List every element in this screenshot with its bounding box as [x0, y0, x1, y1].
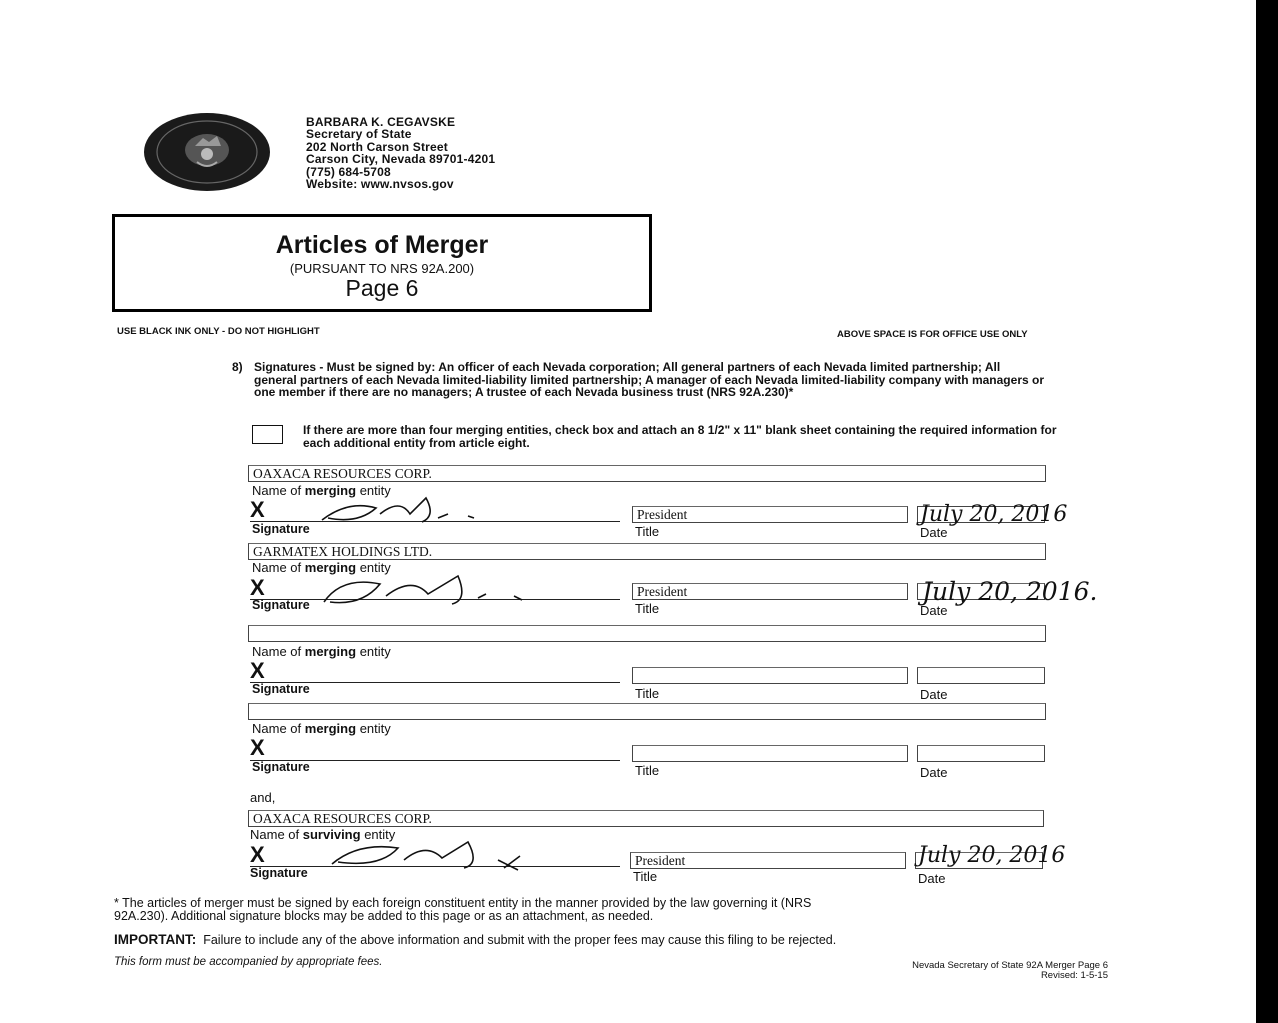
handwritten-date: July 20, 2016 [920, 502, 1068, 527]
title-label: Title [635, 763, 660, 778]
date-label: Date [920, 765, 948, 780]
merging-entity-label: Name of merging entity [252, 483, 391, 498]
section-number: 8) [232, 360, 243, 374]
signature-x-mark: X [250, 842, 265, 867]
merging-entity-label: Name of merging entity [252, 644, 391, 659]
form-subtitle: (PURSUANT TO NRS 92A.200) [289, 261, 475, 276]
office-header [306, 116, 495, 190]
merging-entity-label: Name of merging entity [252, 560, 391, 575]
phone-number: (775) 684-5708 [306, 164, 391, 179]
signature-x-mark: X [250, 575, 265, 600]
handwritten-date: July 20, 2016 [918, 843, 1066, 868]
title-label: Title [635, 524, 660, 539]
date-label: Date [920, 687, 948, 702]
city-address: Carson City, Nevada 89701-4201 [306, 152, 496, 167]
date-label: Date [920, 603, 948, 618]
merging-entity-name-field[interactable] [248, 703, 1046, 720]
title-field[interactable] [632, 745, 908, 762]
date-field[interactable] [917, 667, 1045, 684]
footnote-line-2: 92A.230). Additional signature blocks may be added to this page or as an attachment, as needed. [114, 909, 654, 923]
merging-entity-name-field[interactable] [248, 625, 1046, 642]
street-address: 202 North Carson Street [306, 139, 448, 154]
form-title-box [112, 214, 652, 312]
date-field[interactable] [917, 745, 1045, 762]
signature-label: Signature [250, 866, 308, 880]
signature-x-mark: X [250, 658, 265, 683]
checkbox-instruction: If there are more than four merging entities, check box and attach an 8 1/2" x 11" blank sheet containing the required information for each additional entity from article eight. [303, 423, 1057, 450]
signature-x-mark: X [250, 497, 265, 522]
date-label: Date [920, 525, 948, 540]
website: Website: www.nvsos.gov [306, 177, 454, 192]
section-text: Signatures - Must be signed by: An officer of each Nevada corporation; All general partners of each Nevada limited partnership; All general partners of each Nevada limited-liability limited partnership; A manager of each Nevada limited-liability company with managers or one member if there are no managers; A trustee of each Nevada business trust (NRS 92A.230)* [254, 360, 1044, 400]
merging-entity-label: Name of merging entity [252, 721, 391, 736]
official-title: Secretary of State [306, 127, 412, 142]
title-label: Title [633, 869, 658, 884]
merging-entity-name-field[interactable]: OAXACA RESOURCES CORP. [248, 465, 1046, 482]
official-name: BARBARA K. CEGAVSKE [306, 115, 456, 129]
form-title: Articles of Merger [275, 231, 489, 259]
form-page-number: Page 6 [345, 275, 419, 301]
revision-date: Revised: 1-5-15 [1040, 970, 1108, 981]
ink-notice: USE BLACK INK ONLY - DO NOT HIGHLIGHT [117, 326, 320, 337]
signature-label: Signature [252, 598, 310, 612]
title-field[interactable] [632, 667, 908, 684]
fees-notice: This form must be accompanied by appropriate fees. [114, 956, 383, 968]
handwritten-signature [318, 572, 538, 610]
title-field[interactable]: President [632, 506, 908, 523]
title-field[interactable]: President [630, 852, 906, 869]
title-field[interactable]: President [632, 583, 908, 600]
footnote-line-1: * The articles of merger must be signed by each foreign constituent entity in the manner provided by the law governing it (NRS [114, 896, 812, 910]
handwritten-signature [328, 838, 548, 872]
signature-label: Signature [252, 760, 310, 774]
signature-label: Signature [252, 522, 310, 536]
handwritten-date: July 20, 2016. [922, 577, 1098, 606]
office-use-notice: ABOVE SPACE IS FOR OFFICE USE ONLY [837, 329, 1028, 340]
surviving-entity-name-field[interactable]: OAXACA RESOURCES CORP. [248, 810, 1044, 827]
surviving-entity-label: Name of surviving entity [250, 827, 396, 842]
form-identifier: Nevada Secretary of State 92A Merger Page 6 [912, 960, 1108, 971]
scan-edge-bar [1256, 0, 1278, 1023]
title-label: Title [635, 601, 660, 616]
nevada-state-seal [143, 112, 271, 192]
merging-entity-name-field[interactable]: GARMATEX HOLDINGS LTD. [248, 543, 1046, 560]
important-notice: IMPORTANT: Failure to include any of the above information and submit with the proper fees may cause this filing to be rejected. [114, 932, 837, 947]
signature-label: Signature [252, 682, 310, 696]
and-label: and, [250, 790, 276, 805]
additional-entities-checkbox[interactable] [252, 425, 283, 444]
signature-x-mark: X [250, 735, 265, 760]
date-label: Date [918, 871, 946, 886]
title-label: Title [635, 686, 660, 701]
handwritten-signature [318, 494, 498, 528]
